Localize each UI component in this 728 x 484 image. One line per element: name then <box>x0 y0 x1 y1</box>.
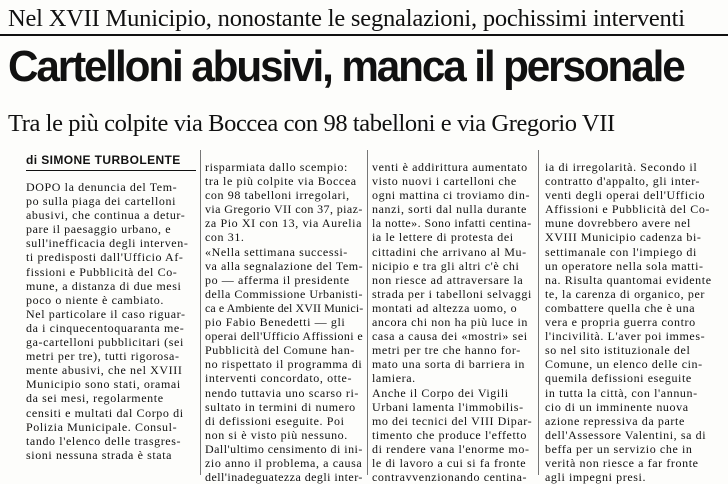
text-line: via Gregorio VII con 37, piaz- <box>205 202 363 217</box>
text-line: azione repressiva da parte <box>545 413 685 428</box>
text-line: strada per i tabelloni selvaggi <box>372 286 532 301</box>
text-line: non si è visto più nessuno. <box>205 427 348 442</box>
text-line: contravvenzionando centina- <box>372 470 528 484</box>
text-line: contratto d'appalto, gli inter- <box>545 174 701 189</box>
text-line: dell'inadeguatezza degli inter- <box>205 470 363 484</box>
text-line: da i cinquecentoquaranta me- <box>26 320 185 335</box>
text-line: poco o niente è cambiato. <box>26 292 164 307</box>
text-line: Polizia Municipale. Consul- <box>26 419 178 434</box>
text-line: cio di un imminente nuova <box>545 399 689 414</box>
text-line: metri per tre), tutti rigorosa- <box>26 349 180 364</box>
text-line: Dall'ultimo censimento di ini- <box>205 441 363 456</box>
text-line: no rispettato il programma di <box>205 357 363 372</box>
text-line: cittadini che arrivano al Mu- <box>372 244 527 259</box>
text-line: ancora chi non ha più luce in <box>372 315 529 330</box>
text-line: abusivi, che continua a detur- <box>26 208 186 223</box>
text-line: combattere quella che è una <box>545 300 696 315</box>
top-rule <box>0 34 728 36</box>
text-line: Nel particolare il caso riguar- <box>26 306 186 321</box>
text-line: risparmiata dallo scempio: <box>205 160 348 174</box>
text-line: XVIII Municipio cadenza bi- <box>545 230 702 245</box>
article-kicker: Nel XVII Municipio, nonostante le segnalazioni, pochissimi interventi <box>8 5 685 32</box>
text-line: va alla segnalazione del Tem- <box>205 258 364 273</box>
article-column-4 <box>545 160 720 484</box>
text-line: quemila defissioni eseguite <box>545 371 692 386</box>
text-line: le di lavoro a cui si fa fronte <box>372 455 527 470</box>
text-line: te, la carenza di organico, per <box>545 286 705 301</box>
text-line: visto nuovi i cartelloni che <box>372 174 517 189</box>
text-line: di rendere vana l'enorme mo- <box>372 441 530 456</box>
text-line: venti degli operai dell'Ufficio <box>545 188 706 203</box>
text-line: nicipio e tra gli altri c'è chi <box>372 258 520 273</box>
text-line: nanzi, sorti dal nulla durante <box>372 202 527 217</box>
column-divider <box>538 150 539 475</box>
text-line: non riesce ad attraversare la <box>372 272 524 287</box>
byline-author: SIMONE TURBOLENTE <box>41 153 181 167</box>
text-line: Comune, un elenco delle cin- <box>545 357 703 372</box>
text-line: sioni nessuna strada è stata <box>26 447 173 462</box>
column-divider <box>200 150 201 475</box>
text-line: «Nella settimana successi- <box>205 244 348 259</box>
text-line: con 31. <box>205 230 245 245</box>
text-line: agli impegni presi. <box>545 470 647 484</box>
text-line: mente abusivi, che nel XVIII <box>26 363 183 378</box>
text-line: ti predisposti dall'Ufficio Af- <box>26 250 184 265</box>
text-line: Affissioni e Pubblicità del Co- <box>545 202 711 217</box>
text-line: interventi concordato, otte- <box>205 371 353 386</box>
text-line: con 98 tabelloni irregolari, <box>205 188 350 203</box>
text-line: operai dell'Ufficio Affissioni e <box>205 329 364 344</box>
article-column-2 <box>205 160 364 484</box>
article-column-3 <box>372 160 533 484</box>
byline <box>26 152 196 168</box>
text-line: Anche il Corpo dei Vigili <box>372 385 509 400</box>
text-line: ca e Ambiente del XVII Munici- <box>205 300 364 315</box>
text-line: fissioni e Pubblicità del Co- <box>26 264 178 279</box>
text-line: da sei mesi, regolarmente <box>26 391 164 406</box>
text-line: venti è addirittura aumentato <box>372 160 528 174</box>
text-line: Pubblicità del Comune han- <box>205 343 355 358</box>
text-line: po — afferma il presidente <box>205 272 350 287</box>
text-line: un operatore nella sola matti- <box>545 258 704 273</box>
column-divider <box>367 150 368 475</box>
byline-prefix: di <box>26 153 38 167</box>
text-line: in tutta la città, con l'annun- <box>545 385 698 400</box>
text-line: dell'Assessore Valentini, sa di <box>545 427 707 442</box>
text-line: lamiera. <box>372 371 416 386</box>
text-line: mo dei tecnici del VIII Dipar- <box>372 413 533 428</box>
text-line: ia le lettere di protesta dei <box>372 230 514 245</box>
text-line: la notte». Sono infatti centina- <box>372 216 532 231</box>
text-line: tando l'elenco delle trasgres- <box>26 433 182 448</box>
byline-rule <box>26 170 196 171</box>
text-line: so nel sito istituzionale del <box>545 343 691 358</box>
article-headline: Cartelloni abusivi, manca il personale <box>8 42 684 91</box>
text-line: za Pio XI con 13, via Aurelia <box>205 216 363 231</box>
text-line: Urbani lamenta l'immobilis- <box>372 399 524 414</box>
text-line: ga-cartelloni pubblicitari (sei <box>26 335 184 350</box>
text-line: tra le più colpite via Boccea <box>205 174 357 189</box>
text-line: censiti e multati dal Corpo di <box>26 405 184 420</box>
text-line: sull'inefficacia degli interven- <box>26 236 189 251</box>
text-line: della Commissione Urbanisti- <box>205 286 363 301</box>
text-line: sultato in termini di numero <box>205 399 356 414</box>
text-line: beffa per un servizio che in <box>545 441 693 456</box>
text-line: Municipio sono stati, oramai <box>26 377 181 392</box>
text-line: metri per tre che hanno for- <box>372 343 521 358</box>
text-line: pio Fabio Benedetti — gli <box>205 315 346 330</box>
text-line: montati ad altezza uomo, o <box>372 300 518 315</box>
text-line: pare il paesaggio urbano, e <box>26 222 172 237</box>
article-column-1 <box>26 180 196 475</box>
text-line: casa a causa dei «mostri» sei <box>372 329 528 344</box>
text-line: zio anno il problema, a causa <box>205 455 363 470</box>
article-subhead: Tra le più colpite via Boccea con 98 tabelloni e via Gregorio VII <box>8 110 615 137</box>
text-line: ia di irregolarità. Secondo il <box>545 160 698 174</box>
text-line: settimanale con l'impiego di <box>545 244 697 259</box>
text-line: l'incivilità. L'aver poi immes- <box>545 329 706 344</box>
text-line: mato una sorta di barriera in <box>372 357 526 372</box>
text-line: mune, a distanza di due mesi <box>26 278 182 293</box>
text-line: verità non riesce a far fronte <box>545 455 699 470</box>
text-line: mune dovrebbero avere nel <box>545 216 691 231</box>
text-line: na. Risulta quantomai evidente <box>545 272 712 287</box>
text-line: nendo tuttavia uno scarso ri- <box>205 385 360 400</box>
text-line: timento che produce l'effetto <box>372 427 527 442</box>
text-line: di defissioni eseguite. Poi <box>205 413 345 428</box>
text-line: po sulla piaga dei cartelloni <box>26 194 177 209</box>
text-line: vera e propria guerra contro <box>545 315 696 330</box>
text-line: DOPO la denuncia del Tem- <box>26 180 178 194</box>
text-line: ogni mattina ci troviamo din- <box>372 188 531 203</box>
